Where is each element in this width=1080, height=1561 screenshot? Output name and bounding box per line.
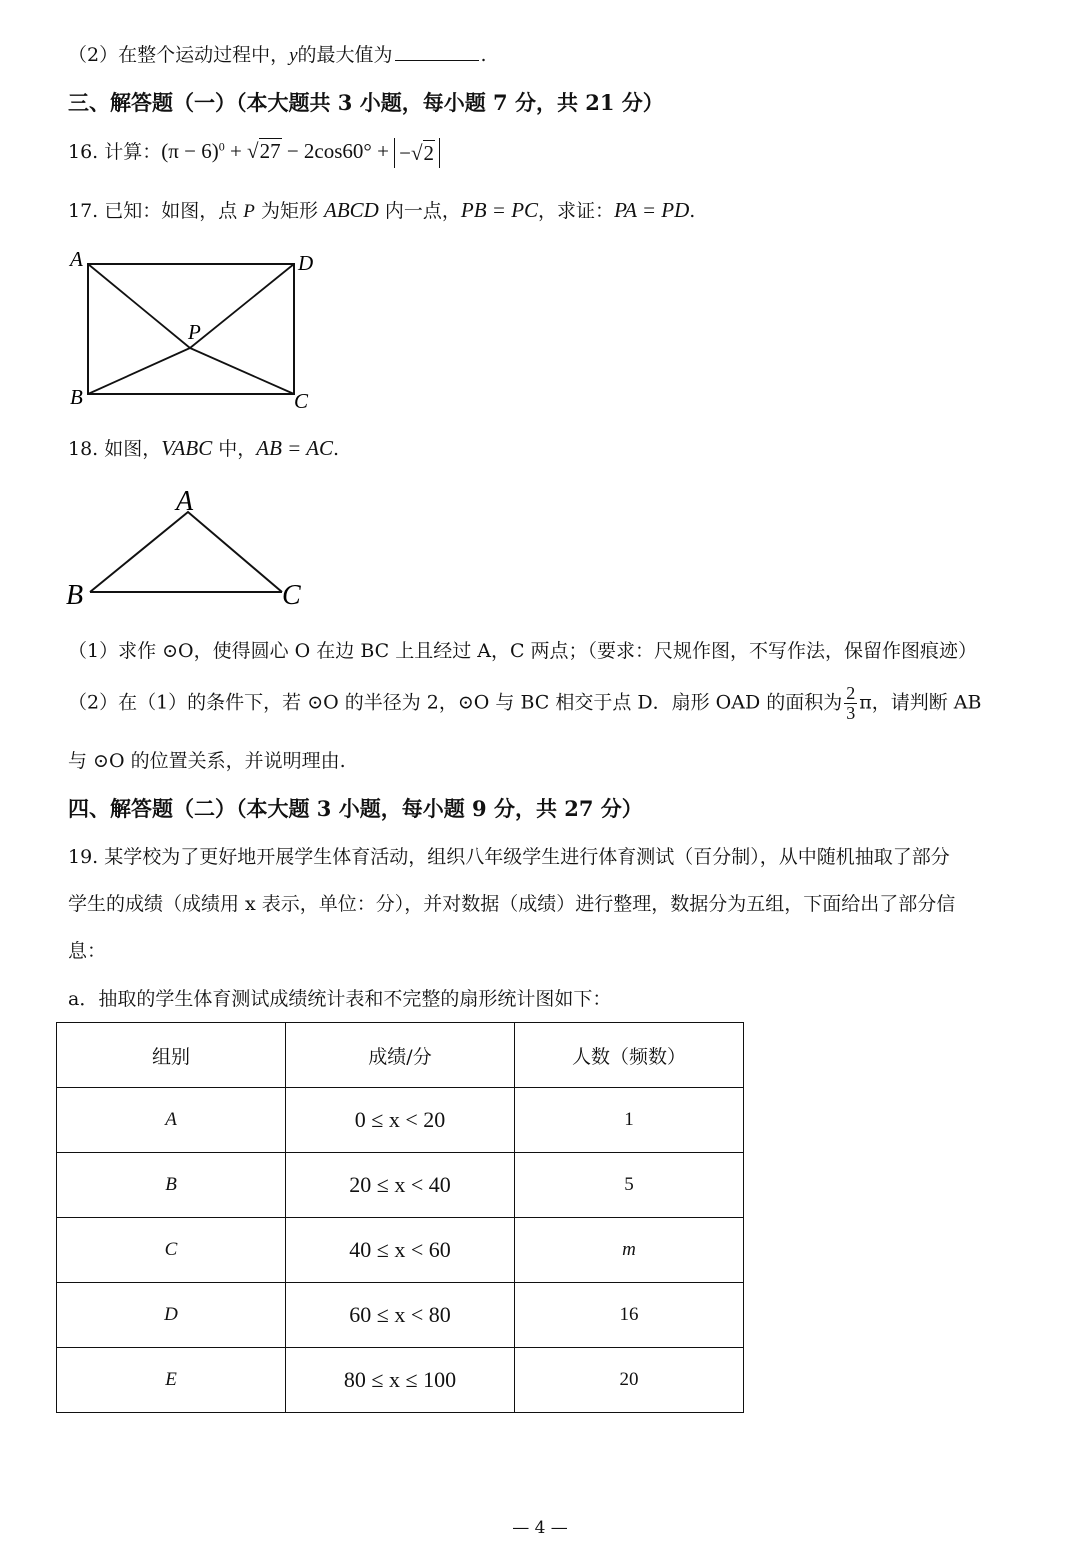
q17-text-c: 内一点， [378,200,461,222]
q19-line1: 19. 某学校为了更好地开展学生体育活动，组织八年级学生进行体育测试（百分制），从中随机抽取了部分 [68,846,950,868]
q18-text-a: 18. 如图， [68,438,162,460]
q18-triangle-name: VABC [161,436,213,460]
cell-count: m [515,1218,744,1283]
cell-group: D [57,1283,286,1348]
q15-var-y: y [289,45,298,66]
table-row [57,1283,744,1348]
section-3-title: 三、解答题（一）（本大题共 3 小题，每小题 7 分，共 21 分） [68,90,664,115]
q18-part2-continued: 与 ⊙O 的位置关系，并说明理由. [68,750,346,772]
sector-area-fraction: $\frac{2}{3}$ [846,683,856,723]
sides-ab-ac [90,512,282,592]
q17-prove: PA = PD [614,198,690,222]
segment-pb [88,348,190,394]
header-score: 成绩/分 [286,1023,515,1088]
cell-count: 5 [515,1153,744,1218]
q18-part1: （1）求作 ⊙O，使得圆心 O 在边 BC 上且经过 A，C 两点；（要求：尺规作图，不写作法，保留作图痕迹） [68,640,978,662]
fig17-label-d: D [298,251,314,275]
q19-line3: 息： [68,940,107,962]
q18-given: AB = AC [256,436,334,460]
q17-text-e: . [689,200,696,222]
segment-pd [190,264,294,348]
table-row [57,1088,744,1153]
header-frequency: 人数（频数） [515,1023,744,1088]
figure-17-rectangle [60,240,330,420]
cell-range: 40 ≤ x < 60 [286,1218,515,1283]
q16-term1: (π − 6) [161,139,219,163]
q17-point-p: P [243,201,255,222]
answer-blank [395,42,479,61]
section-4-title: 四、解答题（二）（本大题 3 小题，每小题 9 分，共 27 分） [68,796,643,821]
q18-part2-text-a: （2）在（1）的条件下，若 ⊙O 的半径为 2，⊙O 与 BC 相交于点 D．扇形 OAD 的面积为 [68,691,843,714]
fig17-label-c: C [294,389,309,413]
fig17-label-a: A [70,247,83,271]
q16-term3: − 2cos60° + [281,139,395,163]
q17-text-a: 17. 已知：如图，点 [68,200,244,222]
q18-text-b: 中， [212,438,257,460]
q16-sqrt27: 27 [259,139,281,163]
fig17-label-b: B [70,385,83,409]
q18 [68,436,339,461]
q18-text-c: . [333,438,340,460]
cell-range: 80 ≤ x ≤ 100 [286,1348,515,1413]
cell-count: 16 [515,1283,744,1348]
q16-label: 16. 计算： [68,141,162,163]
table-header-row [57,1023,744,1088]
segment-pc [190,348,294,394]
q15-part2-mid: 的最大值为 [297,44,393,66]
page-number: — 4 — [512,1518,568,1538]
figure-18-triangle [60,482,320,612]
table-row [57,1218,744,1283]
q16-plus: + [224,139,248,163]
q15-part2-prefix: （2）在整个运动过程中， [68,44,290,66]
q18-part2-text-b: π，请判断 AB [859,691,982,714]
table-row [57,1348,744,1413]
cell-count: 20 [515,1348,744,1413]
q15-part2-end: . [480,44,487,66]
cell-range: 0 ≤ x < 20 [286,1088,515,1153]
q18-part2 [68,684,981,723]
q17-given: PB = PC [460,198,539,222]
fig18-label-b: B [66,580,84,611]
fig18-label-c: C [282,580,301,611]
q17-text-b: 为矩形 [254,200,324,222]
cell-group: A [57,1088,286,1153]
fig18-label-a: A [176,486,194,517]
cell-range: 20 ≤ x < 40 [286,1153,515,1218]
q15-part2 [68,42,487,68]
fig17-label-p: P [188,320,201,344]
segment-pa [88,264,190,348]
q17 [68,198,695,224]
q17-rect-name: ABCD [324,198,379,222]
q19-part-a: a．抽取的学生体育测试成绩统计表和不完整的扇形统计图如下： [68,988,612,1010]
table-row [57,1153,744,1218]
cell-range: 60 ≤ x < 80 [286,1283,515,1348]
cell-group: B [57,1153,286,1218]
q16-absolute-value: −√2 [394,138,440,168]
score-table [56,1022,744,1413]
q19-line2: 学生的成绩（成绩用 x 表示，单位：分），并对数据（成绩）进行整理，数据分为五组，下面给出了部分信 [68,893,956,915]
header-group: 组别 [57,1023,286,1088]
cell-group: C [57,1218,286,1283]
cell-count: 1 [515,1088,744,1153]
cell-group: E [57,1348,286,1413]
q17-text-d: ，求证： [538,200,615,222]
q16-exponent: 0 [218,139,225,154]
q16: 16. 计算：$(\pi - 6)^0 + √27 - 2\cos 60^\circ + -√2$ [68,138,440,168]
